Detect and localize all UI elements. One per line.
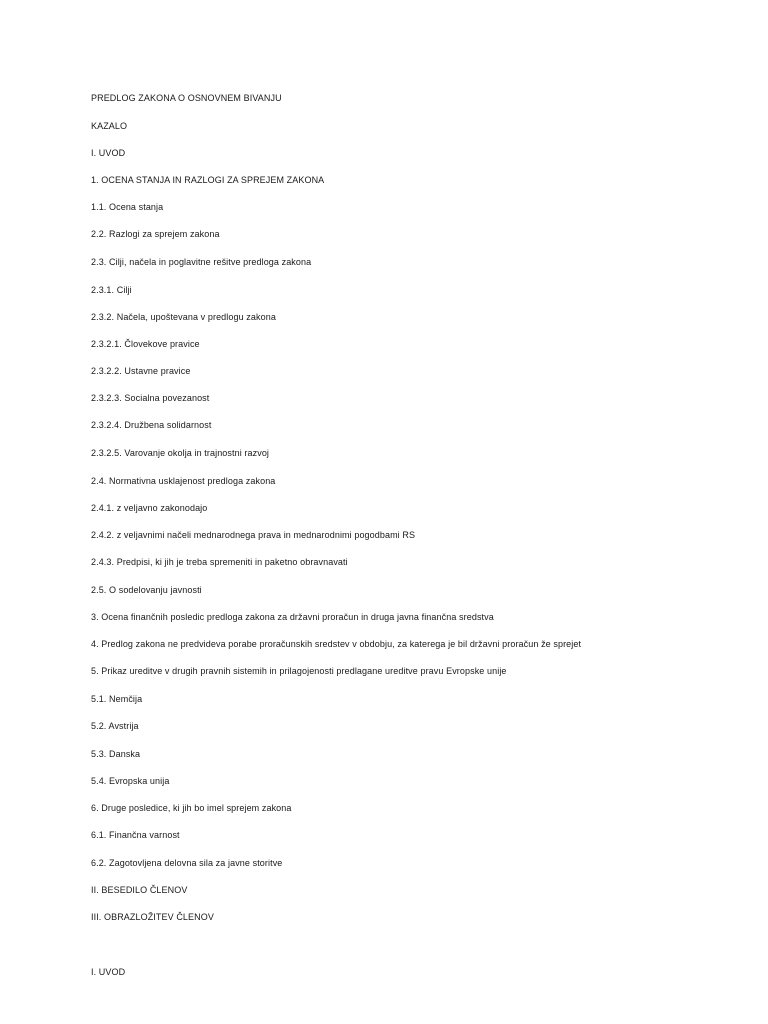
toc-entry: 2.4.3. Predpisi, ki jih je treba spremeniti in paketno obravnavati: [91, 557, 348, 567]
toc-entry: 2.3.1. Cilji: [91, 285, 132, 295]
toc-entry: 5.2. Avstrija: [91, 721, 139, 731]
toc-entry: 2.2. Razlogi za sprejem zakona: [91, 229, 220, 239]
toc-entry: 5.1. Nemčija: [91, 694, 143, 704]
toc-entry: II. BESEDILO ČLENOV: [91, 885, 188, 895]
toc-entry: 6.1. Finančna varnost: [91, 830, 180, 840]
toc-entry: 6.2. Zagotovljena delovna sila za javne storitve: [91, 858, 283, 868]
toc-entry: 1.1. Ocena stanja: [91, 202, 164, 212]
section-heading: I. UVOD: [91, 967, 126, 977]
toc-entry: I. UVOD: [91, 148, 126, 158]
toc-entry: 1. OCENA STANJA IN RAZLOGI ZA SPREJEM ZAKONA: [91, 175, 325, 185]
toc-entry: 2.5. O sodelovanju javnosti: [91, 585, 202, 595]
toc-entry: 2.3.2.4. Družbena solidarnost: [91, 420, 212, 430]
toc-entry: 2.3.2. Načela, upoštevana v predlogu zakona: [91, 312, 276, 322]
toc-entry: 2.3.2.2. Ustavne pravice: [91, 366, 191, 376]
toc-entry: 3. Ocena finančnih posledic predloga zakona za državni proračun in druga javna finančna sredstva: [91, 612, 494, 622]
toc-entry: 5.4. Evropska unija: [91, 776, 170, 786]
toc-entry: 2.4. Normativna usklajenost predloga zakona: [91, 476, 276, 486]
toc-entry: 4. Predlog zakona ne predvideva porabe proračunskih sredstev v obdobju, za katerega je bil državni proračun že sprejet: [91, 639, 582, 649]
toc-entry: 2.3.2.1. Človekove pravice: [91, 339, 200, 349]
document-title: PREDLOG ZAKONA O OSNOVNEM BIVANJU: [91, 93, 282, 103]
toc-entry: 5.3. Danska: [91, 749, 141, 759]
toc-entry: 6. Druge posledice, ki jih bo imel sprejem zakona: [91, 803, 292, 813]
toc-entry: 2.3.2.5. Varovanje okolja in trajnostni razvoj: [91, 448, 270, 458]
toc-entry: 2.4.2. z veljavnimi načeli mednarodnega prava in mednarodnimi pogodbami RS: [91, 530, 416, 540]
toc-entry: 2.4.1. z veljavno zakonodajo: [91, 503, 208, 513]
toc-entry: 2.3. Cilji, načela in poglavitne rešitve predloga zakona: [91, 257, 312, 267]
toc-entry: 5. Prikaz ureditve v drugih pravnih sistemih in prilagojenosti predlagane ureditve pravu Evropske unije: [91, 666, 507, 676]
toc-heading: KAZALO: [91, 121, 128, 131]
toc-entry: 2.3.2.3. Socialna povezanost: [91, 393, 210, 403]
toc-entry: III. OBRAZLOŽITEV ČLENOV: [91, 912, 214, 922]
